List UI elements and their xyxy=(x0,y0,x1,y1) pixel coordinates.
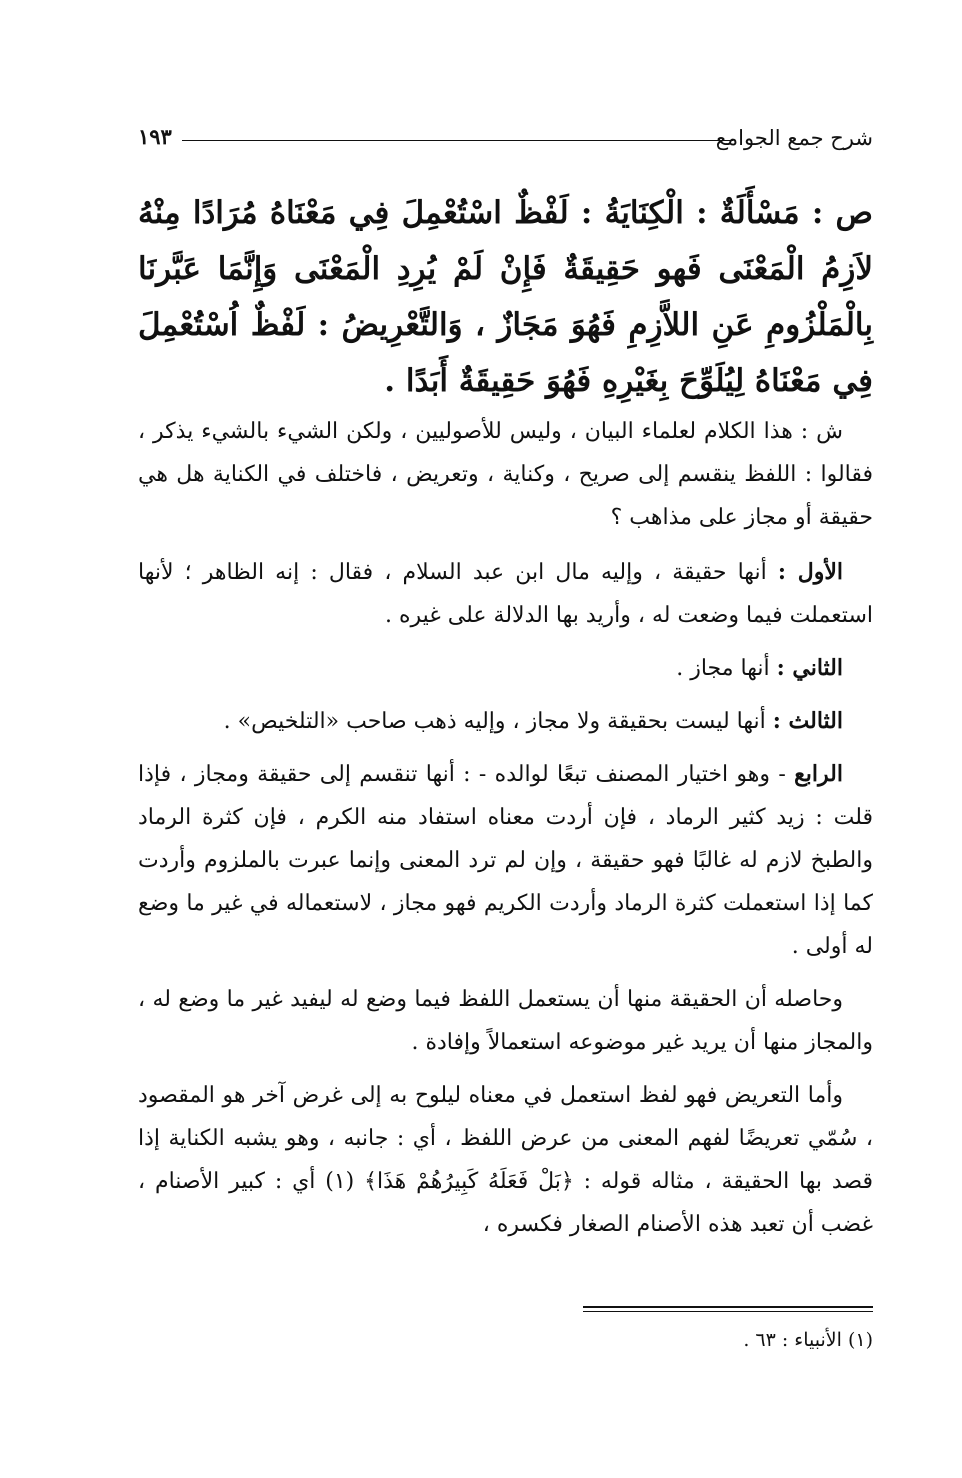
page-number: ١٩٣ xyxy=(138,124,172,149)
footnote-text: (١) الأنبياء : ٦٣ . xyxy=(743,1329,873,1351)
opinion-third xyxy=(138,700,873,743)
opinion-first-label: الأول : xyxy=(777,559,843,585)
opinion-first-text: أنها حقيقة ، وإليه مال ابن عبد السلام ، فقال : إنه الظاهر ؛ لأنها استعملت فيما وضعت له ، وأريد بها الدلالة على غيره . xyxy=(138,560,873,628)
running-header xyxy=(138,120,873,160)
opinion-fourth-text: - وهو اختيار المصنف تبعًا لوالده - : أنها تنقسم إلى حقيقة ومجاز ، فإذا قلت : زيد كثير الرماد ، فإن أردت معناه استفاد منه الكرم ، فإن كثرة الرماد والطبخ لازم له غالبًا فهو حقيقة ، وإن لم ترد المعنى وإنما عبرت بالملزوم وأردت كما إذا استعملت كثرة الرماد وأردت الكريم فهو مجاز ، لاستعماله في غير ما وضع له أولى . xyxy=(138,762,873,959)
opinion-first xyxy=(138,551,873,637)
footnote xyxy=(138,1325,873,1355)
matn-text xyxy=(138,185,873,409)
opinion-fourth xyxy=(138,753,873,968)
sharh-paragraph-intro-text: ش : هذا الكلام لعلماء البيان ، وليس للأصوليين ، ولكن الشيء بالشيء يذكر ، فقالوا : اللفظ ينقسم إلى صريح ، وكناية ، وتعريض ، فاختلف في الكناية هل هي حقيقة أو مجاز على مذاهب ؟ xyxy=(138,419,873,530)
tarid-paragraph xyxy=(138,1074,873,1246)
footnote-separator xyxy=(583,1306,873,1312)
matn-paragraph: ص : مَسْأَلَةٌ : الْكِنَايَةُ : لَفْظٌ اسْتُعْمِلَ فِي مَعْنَاهُ مُرَادًا مِنْهُ لاَزِمُ الْمَعْنَى فَهو حَقِيقَةٌ فَإِنْ لَمْ يُرِدِ الْمَعْنَى وَإِنَّمَا عَبَّرنَا بِالْمَلْزُومِ عَنِ اللاَّزِمِ فَهُوَ مَجَازٌ ، وَالتَّعْرِيضُ : لَفْظٌ اُسْتُعْمِلَ فِي مَعْنَاهُ لِيُلَوِّحَ بِغَيْرِهِ فَهُوَ حَقِيقَةٌ أَبَدًا . xyxy=(138,195,873,399)
header-rule xyxy=(182,140,733,141)
tarid-paragraph-text: وأما التعريض فهو لفظ استعمل في معناه ليلوح به إلى غرض آخر هو المقصود ، سُمّي تعريضًا لفهم المعنى من عرض اللفظ ، أي : جانبه ، وهو يشبه الكناية إذا قصد بها الحقيقة ، مثاله قوله : ﴿بَلْ فَعَلَهُ كَبِيرُهُمْ هَذَا﴾ (١) أي : كبير الأصنام ، غضب أن تعبد هذه الأصنام الصغار فكسره ، xyxy=(138,1083,873,1237)
opinion-third-text: أنها ليست بحقيقة ولا مجاز ، وإليه ذهب صاحب «التلخيص» . xyxy=(223,709,773,734)
sharh-paragraph-intro xyxy=(138,410,873,539)
summary-paragraph xyxy=(138,978,873,1064)
opinion-fourth-label: الرابع xyxy=(794,761,843,787)
summary-paragraph-text: وحاصله أن الحقيقة منها أن يستعمل اللفظ فيما وضع له ليفيد غير ما وضع له ، والمجاز منها أن يريد غير موضوعه استعمالاً وإفادة . xyxy=(138,987,873,1055)
sharh-text xyxy=(138,410,873,1256)
opinion-third-label: الثالث : xyxy=(772,708,843,734)
opinion-second-text: أنها مجاز . xyxy=(676,656,777,681)
opinion-second-label: الثاني : xyxy=(776,655,843,681)
running-title: شرح جمع الجوامع xyxy=(715,126,873,150)
opinion-second xyxy=(138,647,873,690)
